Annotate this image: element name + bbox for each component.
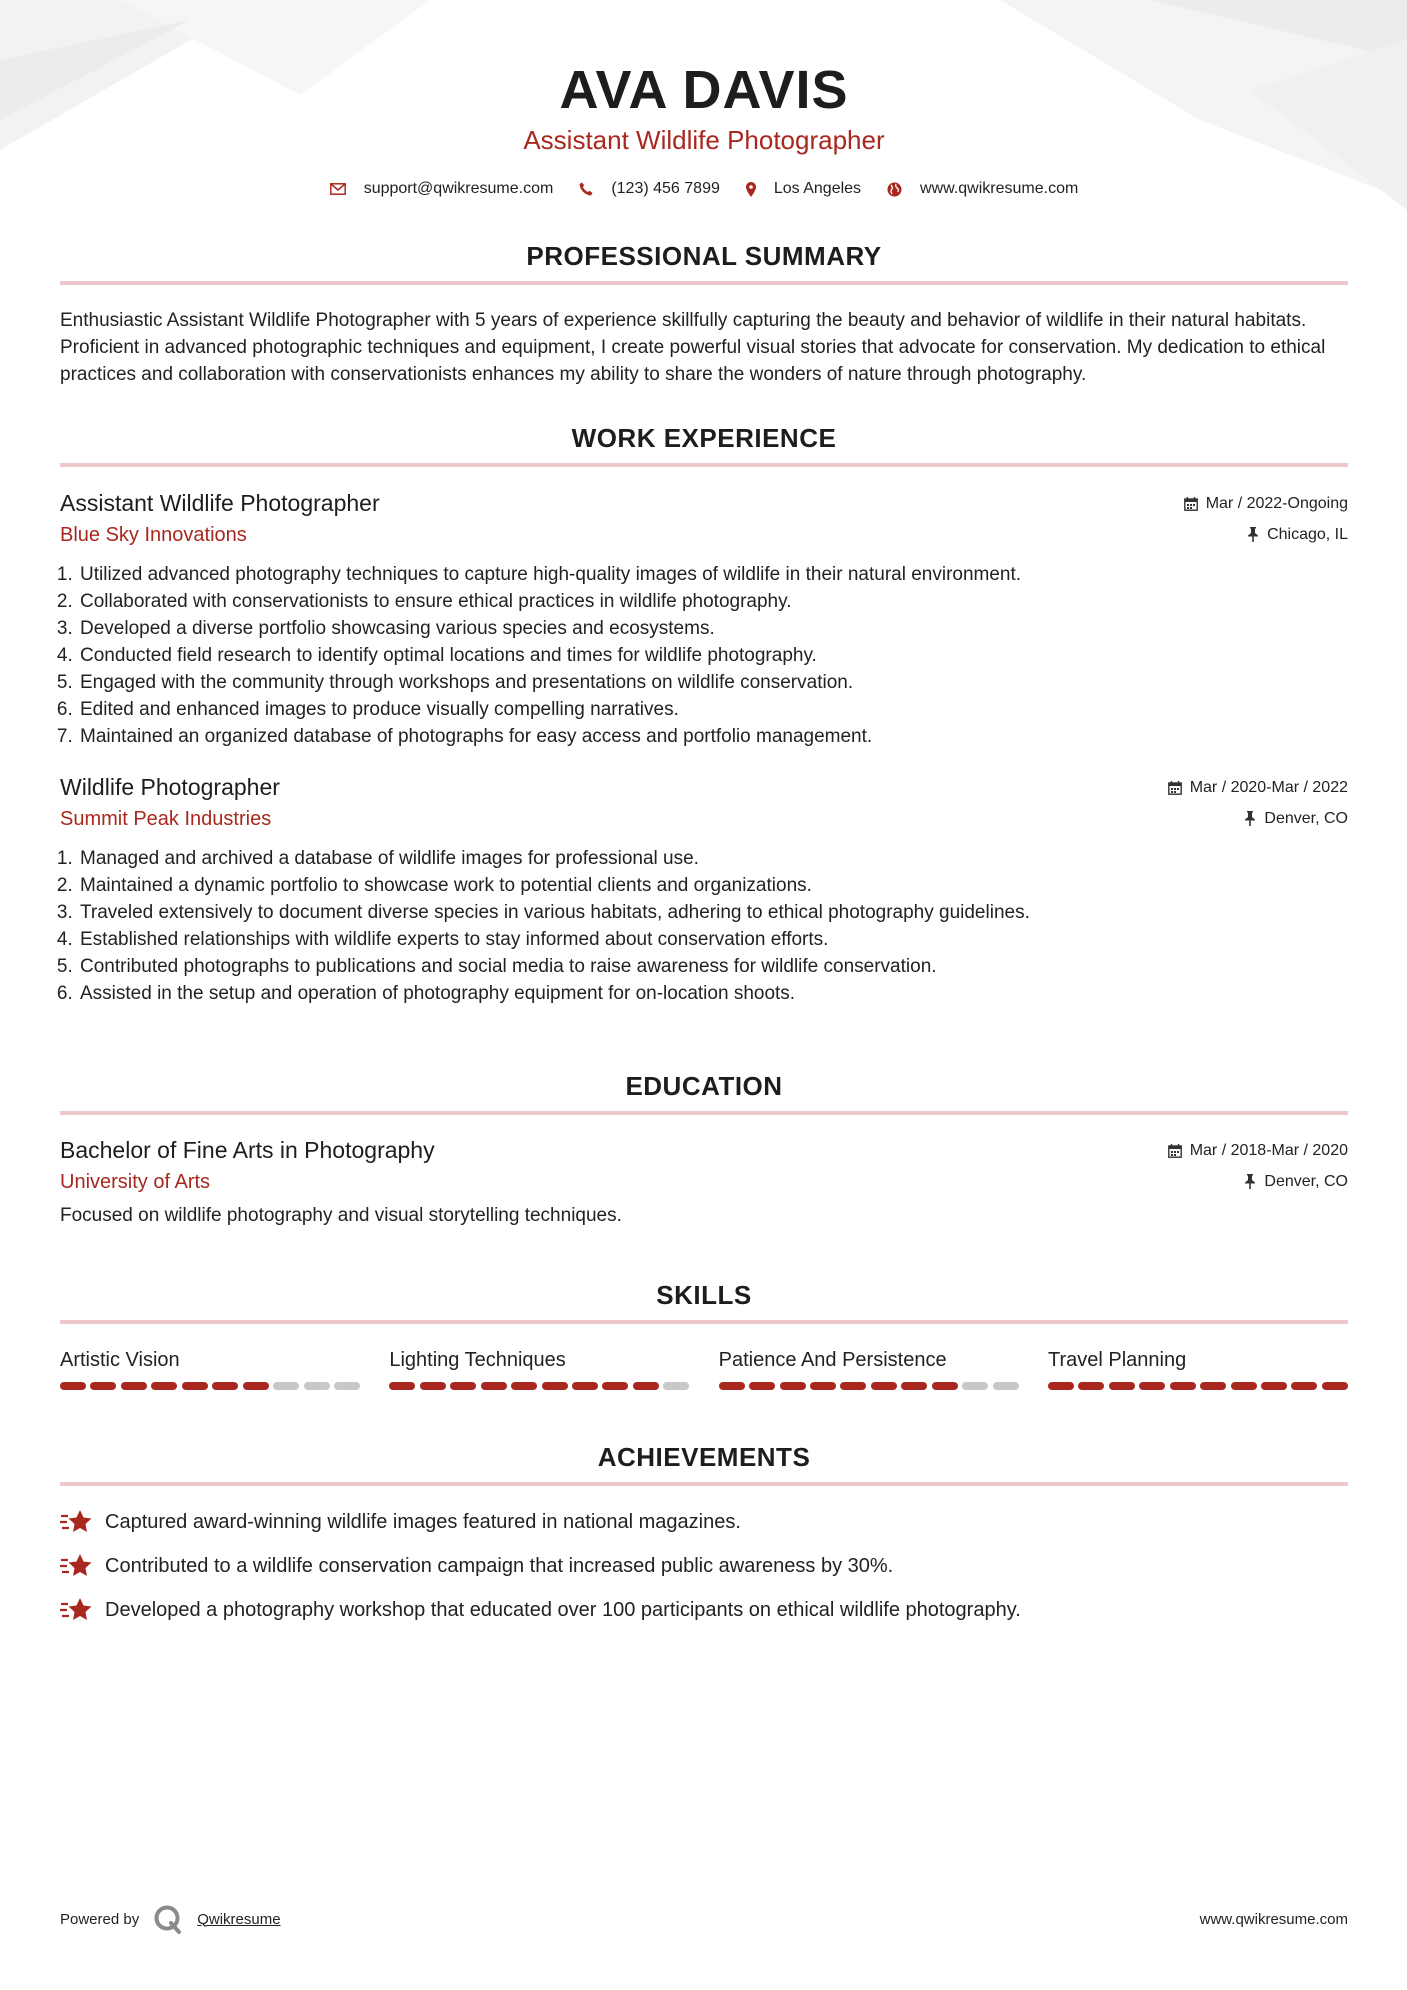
calendar-icon [1168,781,1182,795]
job-dates [1184,495,1348,513]
contact-phone[interactable] [579,180,720,198]
education-description: Focused on wildlife photography and visual storytelling techniques. [60,1205,622,1226]
rating-dot-filled [151,1382,177,1390]
list-item: 6. Assisted in the setup and operation of photography equipment for on-location shoots. [78,980,1348,1007]
achievement-item [60,1588,1348,1632]
page-footer [60,1904,1348,1934]
rating-dot-filled [389,1382,415,1390]
skill-name: Travel Planning [1047,1349,1187,1371]
achievement-text: Developed a photography workshop that educated over 100 participants on ethical wildlife photography. [105,1598,1021,1621]
rating-dot-filled [932,1382,958,1390]
website-text: www.qwikresume.com [920,180,1079,197]
job-bullet-list [60,845,1348,1007]
location-text: Chicago, IL [1267,525,1348,543]
school-name: University of Arts [60,1171,211,1193]
experience-section [60,423,1348,1007]
contact-bar [60,180,1348,198]
summary-section [60,241,1348,388]
pushpin-icon [1244,811,1256,826]
location-text: Los Angeles [773,180,862,197]
phone-icon [579,182,593,196]
rating-dot-empty [334,1382,360,1390]
rating-dot-filled [212,1382,238,1390]
location-text: Denver, CO [1264,809,1348,827]
skill-rating [60,1382,360,1390]
location-text: Denver, CO [1264,1172,1348,1190]
rating-dot-filled [1078,1382,1104,1390]
powered-by [60,1904,281,1934]
section-divider [60,1111,1348,1115]
rating-dot-filled [1291,1382,1317,1390]
company-name: Summit Peak Industries [60,808,272,830]
list-item: 5. Contributed photographs to publications and social media to raise awareness for wildlife conservation. [78,953,1348,980]
skills-section [60,1280,1348,1390]
job-location [1244,810,1348,828]
qwikresume-logo-icon [153,1904,183,1934]
star-award-icon [60,1509,93,1535]
rating-dot-filled [871,1382,897,1390]
list-item: 4. Conducted field research to identify optimal locations and times for wildlife photography. [78,642,1348,669]
skills-heading: SKILLS [656,1280,752,1310]
pushpin-icon [1247,527,1259,542]
rating-dot-filled [840,1382,866,1390]
list-item: 5. Engaged with the community through workshops and presentations on wildlife conservation. [78,669,1348,696]
achievements-section [60,1442,1348,1632]
list-item: 2. Maintained a dynamic portfolio to showcase work to potential clients and organizations. [78,872,1348,899]
rating-dot-filled [450,1382,476,1390]
email-text: support@qwikresume.com [363,180,554,197]
company-name: Blue Sky Innovations [60,524,247,546]
candidate-name: AVA DAVIS [559,60,849,120]
skill-rating [389,1382,689,1390]
contact-location [746,180,861,198]
phone-text: (123) 456 7899 [611,180,720,197]
rating-dot-filled [420,1382,446,1390]
rating-dot-filled [1261,1382,1287,1390]
star-award-icon [60,1553,93,1579]
rating-dot-empty [962,1382,988,1390]
rating-dot-filled [90,1382,116,1390]
education-entry [60,1137,1348,1229]
job-title: Assistant Wildlife Photographer [60,490,380,516]
list-item: 1. Managed and archived a database of wildlife images for professional use. [78,845,1348,872]
dates-text: Mar / 2018-Mar / 2020 [1189,1141,1348,1159]
skill-rating [1048,1382,1348,1390]
achievement-text: Captured award-winning wildlife images featured in national magazines. [105,1510,741,1533]
rating-dot-filled [810,1382,836,1390]
rating-dot-filled [1322,1382,1348,1390]
skills-list [60,1348,1348,1390]
footer-website[interactable]: www.qwikresume.com [1199,1910,1348,1928]
rating-dot-filled [749,1382,775,1390]
job-entry [60,490,1348,750]
contact-website[interactable] [887,180,1078,198]
achievement-item [60,1500,1348,1544]
list-item: 3. Traveled extensively to document diverse species in various habitats, adhering to ethical photography guidelines. [78,899,1348,926]
rating-dot-filled [633,1382,659,1390]
list-item: 1. Utilized advanced photography techniques to capture high-quality images of wildlife in their natural environment. [78,561,1348,588]
skill-name: Patience And Persistence [718,1349,947,1371]
skill-rating [719,1382,1019,1390]
achievements-heading: ACHIEVEMENTS [597,1442,811,1472]
skill-item [719,1348,1019,1390]
rating-dot-filled [1231,1382,1257,1390]
job-title: Wildlife Photographer [60,774,280,800]
qwikresume-link[interactable]: Qwikresume [197,1910,281,1928]
calendar-icon [1168,1144,1182,1158]
rating-dot-filled [1170,1382,1196,1390]
rating-dot-filled [901,1382,927,1390]
rating-dot-filled [1139,1382,1165,1390]
achievement-item [60,1544,1348,1588]
education-heading: EDUCATION [625,1071,783,1101]
rating-dot-filled [182,1382,208,1390]
achievements-list [60,1500,1348,1632]
rating-dot-filled [1200,1382,1226,1390]
section-divider [60,281,1348,285]
job-dates [1168,779,1348,797]
list-item: 3. Developed a diverse portfolio showcasing various species and ecosystems. [78,615,1348,642]
skill-item [60,1348,360,1390]
rating-dot-filled [542,1382,568,1390]
powered-by-label: Powered by [60,1910,140,1928]
skill-name: Artistic Vision [60,1349,180,1371]
section-divider [60,1320,1348,1324]
rating-dot-filled [780,1382,806,1390]
section-divider [60,463,1348,467]
rating-dot-filled [1048,1382,1074,1390]
rating-dot-filled [719,1382,745,1390]
map-pin-icon [746,182,756,197]
education-location [1244,1173,1348,1191]
pushpin-icon [1244,1174,1256,1189]
list-item: 4. Established relationships with wildlife experts to stay informed about conservation efforts. [78,926,1348,953]
list-item: 7. Maintained an organized database of photographs for easy access and portfolio management. [78,723,1348,750]
globe-icon [887,182,902,197]
rating-dot-empty [663,1382,689,1390]
skill-item [1048,1348,1348,1390]
resume-page [60,0,1348,1632]
summary-heading: PROFESSIONAL SUMMARY [526,241,882,271]
education-dates [1168,1142,1348,1160]
job-entry [60,774,1348,1007]
education-section [60,1071,1348,1229]
envelope-icon [330,183,346,195]
star-award-icon [60,1597,93,1623]
job-bullet-list [60,561,1348,750]
degree-title: Bachelor of Fine Arts in Photography [60,1137,435,1163]
dates-text: Mar / 2022-Ongoing [1205,494,1348,512]
rating-dot-empty [993,1382,1019,1390]
list-item: 2. Collaborated with conservationists to ensure ethical practices in wildlife photography. [78,588,1348,615]
section-divider [60,1482,1348,1486]
summary-text: Enthusiastic Assistant Wildlife Photographer with 5 years of experience skillfully capturing the beauty and behavior of wildlife in their natural habitats. Proficient in advanced photographic techniques and equipment, I create powerful visual stories that advocate for conservation. My dedication to ethical practices and collaboration with conservationists enhances my ability to share the wonders of nature through photography. [60,310,1326,385]
skill-name: Lighting Techniques [389,1349,566,1371]
calendar-icon [1184,497,1198,511]
rating-dot-filled [121,1382,147,1390]
experience-heading: WORK EXPERIENCE [571,423,837,453]
achievement-text: Contributed to a wildlife conservation campaign that increased public awareness by 30%. [105,1554,894,1577]
rating-dot-filled [602,1382,628,1390]
rating-dot-filled [243,1382,269,1390]
rating-dot-empty [304,1382,330,1390]
rating-dot-filled [572,1382,598,1390]
rating-dot-filled [511,1382,537,1390]
rating-dot-empty [273,1382,299,1390]
rating-dot-filled [60,1382,86,1390]
contact-email[interactable] [330,180,554,198]
skill-item [389,1348,689,1390]
job-location [1247,526,1348,544]
candidate-role: Assistant Wildlife Photographer [523,125,885,155]
rating-dot-filled [481,1382,507,1390]
list-item: 6. Edited and enhanced images to produce visually compelling narratives. [78,696,1348,723]
dates-text: Mar / 2020-Mar / 2022 [1189,778,1348,796]
rating-dot-filled [1109,1382,1135,1390]
